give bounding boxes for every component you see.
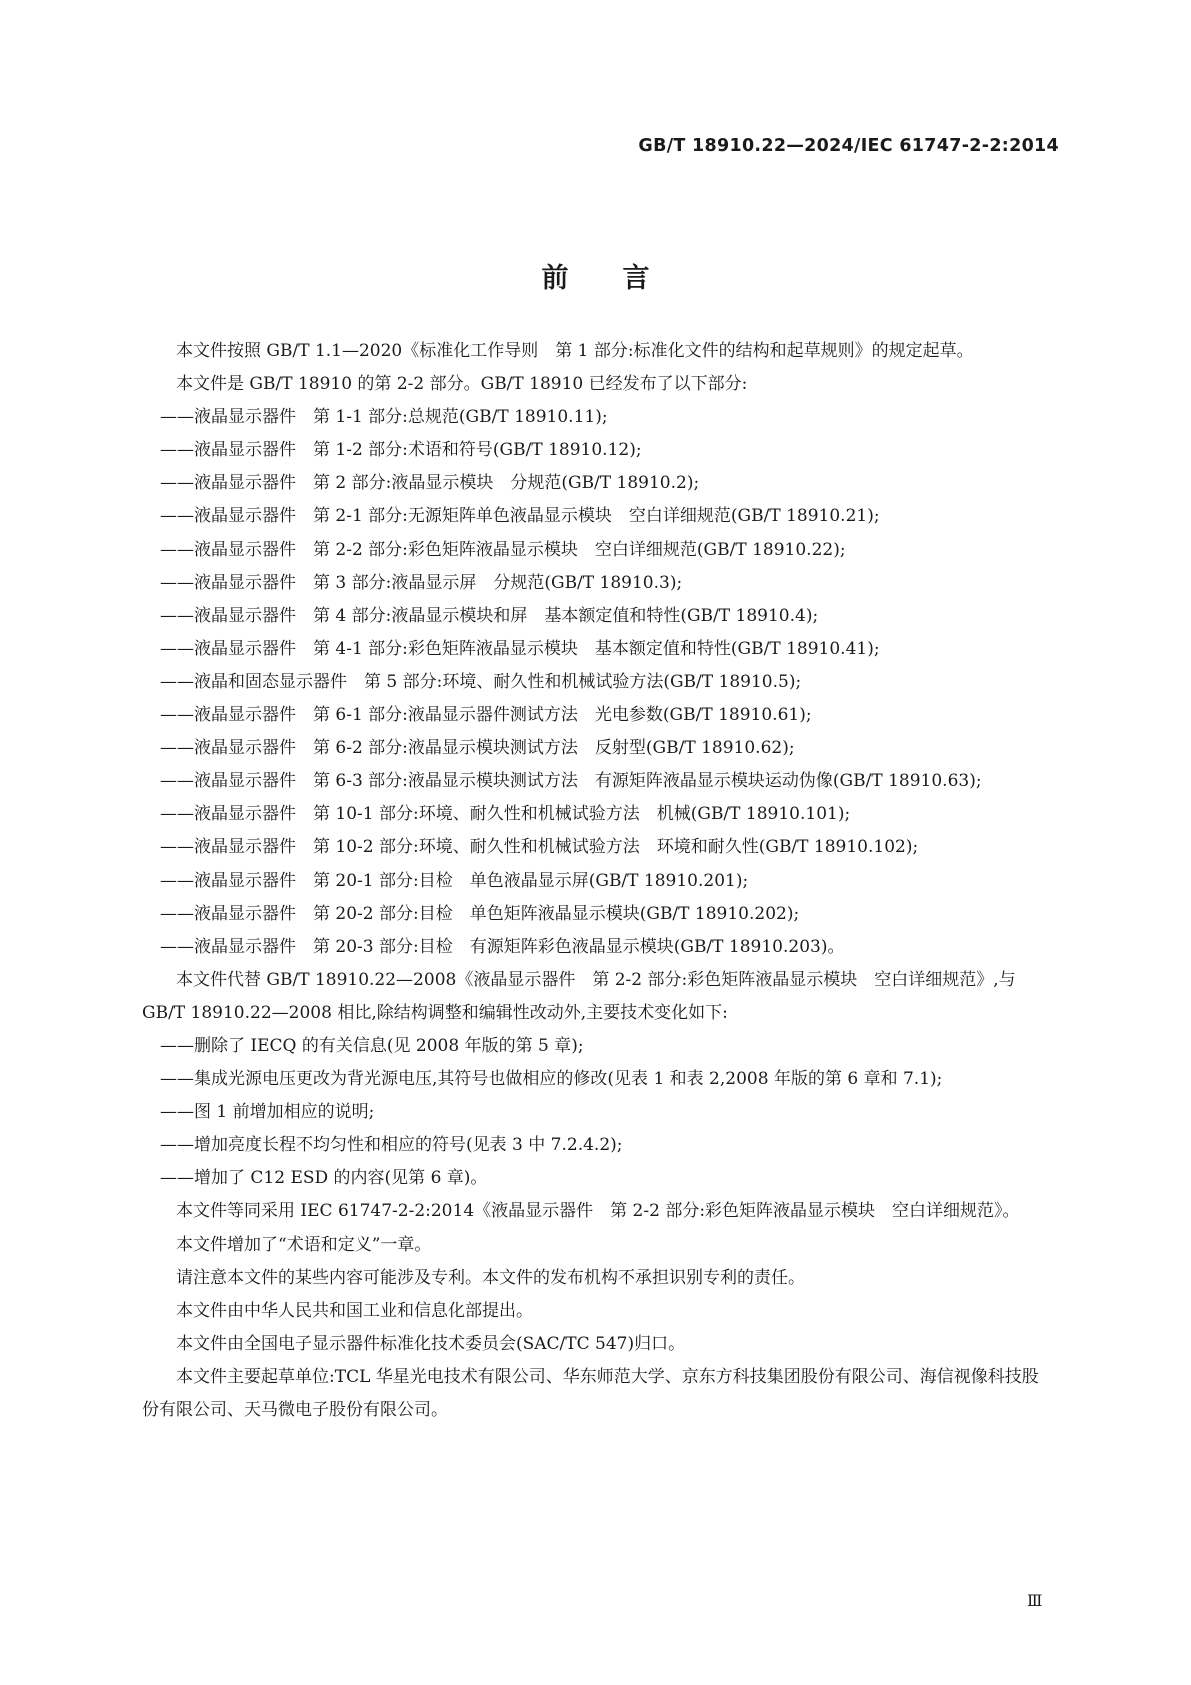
list-item: ——液晶显示器件 第 3 部分:液晶显示屏 分规范(GB/T 18910.3); — [160, 572, 683, 593]
series-parts-intro: 本文件是 GB/T 18910 的第 2-2 部分。GB/T 18910 已经发布了以下部分: — [176, 374, 748, 395]
list-item: ——集成光源电压更改为背光源电压,其符号也做相应的修改(见表 1 和表 2,2008 年版的第 6 章和 7.1); — [160, 1069, 943, 1090]
list-item: ——液晶显示器件 第 20-3 部分:目检 有源矩阵彩色液晶显示模块(GB/T 18910.203)。 — [160, 936, 845, 957]
list-item: ——液晶显示器件 第 2-2 部分:彩色矩阵液晶显示模块 空白详细规范(GB/T 18910.22); — [160, 539, 846, 560]
page-title: 前言 — [541, 263, 704, 295]
list-item: ——删除了 IECQ 的有关信息(见 2008 年版的第 5 章); — [160, 1035, 584, 1056]
list-item: ——增加亮度长程不均匀性和相应的符号(见表 3 中 7.2.4.2); — [160, 1135, 623, 1156]
list-item: ——液晶显示器件 第 2-1 部分:无源矩阵单色液晶显示模块 空白详细规范(GB/T 18910.21); — [160, 506, 880, 527]
page-number: Ⅲ — [1027, 1591, 1043, 1610]
preface-body — [142, 335, 1052, 1427]
adoption-paragraph: 本文件等同采用 IEC 61747-2-2:2014《液晶显示器件 第 2-2 部分:彩色矩阵液晶显示模块 空白详细规范》。 — [176, 1201, 1020, 1222]
list-item: ——液晶显示器件 第 1-2 部分:术语和符号(GB/T 18910.12); — [160, 440, 642, 461]
drafters-paragraph: 本文件主要起草单位:TCL 华星光电技术有限公司、华东师范大学、京东方科技集团股份有限公司、海信视像科技股份有限公司、天马微电子股份有限公司。 — [142, 1366, 1039, 1420]
list-item: ——液晶显示器件 第 1-1 部分:总规范(GB/T 18910.11); — [160, 407, 608, 428]
list-item: ——液晶显示器件 第 20-1 部分:目检 单色液晶显示屏(GB/T 18910.201); — [160, 870, 749, 891]
list-item: ——液晶显示器件 第 4 部分:液晶显示模块和屏 基本额定值和特性(GB/T 18910.4); — [160, 605, 819, 626]
drafting-rules-paragraph: 本文件按照 GB/T 1.1—2020《标准化工作导则 第 1 部分:标准化文件的结构和起草规则》的规定起草。 — [176, 341, 974, 361]
list-item: ——液晶显示器件 第 2 部分:液晶显示模块 分规范(GB/T 18910.2); — [160, 473, 700, 494]
list-item: ——液晶显示器件 第 20-2 部分:目检 单色矩阵液晶显示模块(GB/T 18910.202); — [160, 903, 800, 924]
list-item: ——液晶显示器件 第 10-2 部分:环境、耐久性和机械试验方法 环境和耐久性(GB/T 18910.102); — [160, 837, 919, 858]
added-chapter-paragraph: 本文件增加了“术语和定义”一章。 — [176, 1234, 432, 1255]
list-item: ——液晶显示器件 第 6-3 部分:液晶显示模块测试方法 有源矩阵液晶显示模块运动伪像(GB/T 18910.63); — [160, 771, 982, 792]
replacement-paragraph: 本文件代替 GB/T 18910.22—2008《液晶显示器件 第 2-2 部分:彩色矩阵液晶显示模块 空白详细规范》,与 GB/T 18910.22—2008 相比,除结构调整和编辑性改动外,主要技术变化如下: — [142, 969, 1016, 1023]
list-item: ——液晶显示器件 第 4-1 部分:彩色矩阵液晶显示模块 基本额定值和特性(GB/T 18910.41); — [160, 638, 880, 659]
list-item: ——图 1 前增加相应的说明; — [160, 1102, 375, 1123]
list-item: ——液晶显示器件 第 6-2 部分:液晶显示模块测试方法 反射型(GB/T 18910.62); — [160, 738, 795, 759]
parts-list — [142, 401, 1052, 964]
patent-notice-paragraph: 请注意本文件的某些内容可能涉及专利。本文件的发布机构不承担识别专利的责任。 — [176, 1267, 805, 1288]
list-item: ——液晶和固态显示器件 第 5 部分:环境、耐久性和机械试验方法(GB/T 18910.5); — [160, 671, 802, 692]
committee-paragraph: 本文件由全国电子显示器件标准化技术委员会(SAC/TC 547)归口。 — [176, 1333, 686, 1354]
standard-id-header: GB/T 18910.22—2024/IEC 61747-2-2:2014 — [638, 136, 1059, 156]
changes-list — [142, 1030, 1052, 1195]
list-item: ——液晶显示器件 第 10-1 部分:环境、耐久性和机械试验方法 机械(GB/T 18910.101); — [160, 804, 851, 825]
list-item: ——液晶显示器件 第 6-1 部分:液晶显示器件测试方法 光电参数(GB/T 18910.61); — [160, 705, 812, 726]
list-item: ——增加了 C12 ESD 的内容(见第 6 章)。 — [160, 1168, 488, 1189]
proposer-paragraph: 本文件由中华人民共和国工业和信息化部提出。 — [176, 1300, 533, 1321]
